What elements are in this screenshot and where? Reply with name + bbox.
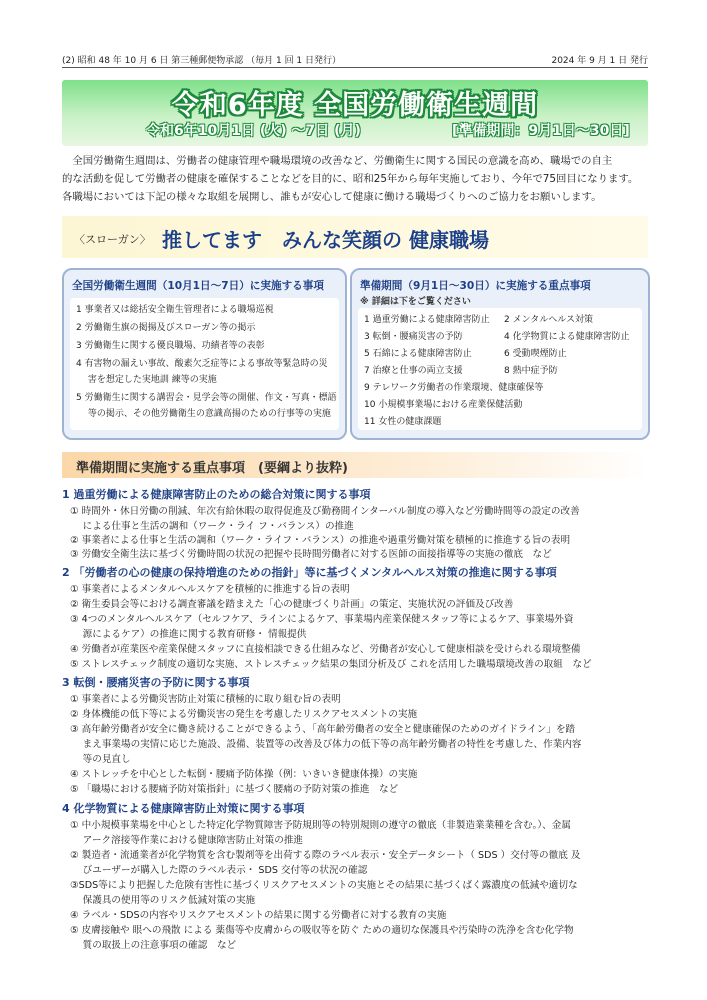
prep-priorities-box (350, 268, 650, 440)
section-item: 等の見直し (70, 754, 131, 765)
list-item: 2 労働衛生旗の掲揚及びスローガン等の掲示 (76, 323, 256, 333)
slogan-text: 推してます みんな笑顔の 健康職場 (162, 228, 489, 252)
section-item: ① 事業者による労働災害防止対策に積極的に取り組む旨の表明 (70, 694, 341, 705)
section-item: ② 衛生委員会等における調査審議を踏まえた「心の健康づくり計画」の策定、実施状況の評価及び改善 (70, 599, 514, 610)
list-item: 11 女性の健康課題 (364, 417, 442, 427)
slogan-label: 〈スローガン〉 (74, 233, 151, 246)
section-item: ③ 労働安全衛生法に基づく労働時間の状況の把握や長時間労働者に対する医師の面接指導等の実施の徹底 など (70, 549, 552, 560)
list-item: 8 熱中症予防 (504, 366, 558, 376)
intro-line: 的な活動を促して労働者の健康を確保することなどを目的に、昭和25年から毎年実施しており、今年で75回目になります。 (62, 173, 639, 185)
section-item: による仕事と生活の調和（ワーク・ライ フ・バランス）の推進 (70, 521, 354, 532)
list-item: 3 労働衛生に関する優良職場、功績者等の表彰 (76, 341, 265, 351)
list-item: 4 化学物質による健康障害防止 (504, 332, 630, 342)
list-item: 1 過重労働による健康障害防止 (364, 315, 490, 325)
section-item: ⑤ 「職場における腰痛予防対策指針」に基づく腰痛の予防対策の推進 など (70, 784, 399, 795)
section-item: ① 事業者によるメンタルヘルスケアを積極的に推進する旨の表明 (70, 584, 350, 595)
section-item: ① 中小規模事業場を中心とした特定化学物質障害予防規則等の特別規則の遵守の徹底（非製造業業種を含む。）、金属 (70, 820, 571, 831)
section-heading: 3 転倒・腰痛災害の予防に関する事項 (62, 676, 250, 689)
section-heading: 4 化学物質による健康障害防止対策に関する事項 (62, 802, 305, 815)
section-item: まえ事業場の実情に応じた施設、設備、装置等の改善及び体力の低下等の高年齢労働者の特性を考慮した、作業内容 (70, 739, 582, 750)
list-item: 10 小規模事業場における産業保健活動 (364, 400, 523, 410)
section-item: ② 製造者・流通業者が化学物質を含む製剤等を出荷する際のラベル表示・安全データシート（ SDS ）交付等の徹底 及 (70, 850, 581, 861)
intro-line: 全国労働衛生週間は、労働者の健康管理や職場環境の改善など、労働衛生に関する国民の意識を高め、職場での自主 (72, 155, 613, 167)
priorities-section-title: 準備期間に実施する重点事項 (要綱より抜粋) (76, 461, 348, 476)
section-item: 源によるケア）の推進に関する教育研修・ 情報提供 (70, 629, 307, 640)
section-item: 保護具の使用等のリスク低減対策の実施 (70, 895, 256, 906)
week-activities-title: 全国労働衛生週間（10月1日～7日）に実施する事項 (72, 280, 324, 292)
prep-priorities-title: 準備期間（9月1日～30日）に実施する重点事項 (360, 280, 591, 292)
intro-paragraph (62, 152, 648, 206)
list-item: 9 テレワーク労働者の作業環境、健康確保等 (364, 383, 544, 393)
page-header (62, 51, 648, 68)
list-item: 3 転倒・腰痛災害の予防 (364, 332, 463, 342)
section-item: ② 事業者による仕事と生活の調和（ワーク・ライフ・バランス）の推進や過重労働対策を積極的に推進する旨の表明 (70, 535, 571, 546)
title-banner (62, 80, 648, 146)
list-item: 5 石綿による健康障害防止 (364, 349, 472, 359)
section-item: アーク溶接等作業における健康障害防止対策の推進 (70, 835, 304, 846)
list-item: 7 治療と仕事の両立支援 (364, 366, 463, 376)
section-item: ④ ラベル・SDSの内容やリスクアセスメントの結果に関する労働者に対する教育の実施 (70, 910, 447, 921)
section-item: ① 時間外・休日労働の削減、年次有給休暇の取得促進及び勤務間インターバル制度の導入など労働時間等の設定の改善 (70, 506, 580, 517)
intro-line: 各職場においては下記の様々な取組を展開し、誰もが安心して健康に働ける職場づくりへのご協力をお願いします。 (62, 191, 602, 203)
issue-info: (2) 昭和 48 年 10 月 6 日 第三種郵便物承認 （毎月 1 回 1 日発行） (62, 56, 342, 66)
section-heading: 1 過重労働による健康障害防止のための総合対策に関する事項 (62, 488, 371, 501)
prep-priorities-note: ※ 詳細は下をご覧ください (360, 297, 471, 307)
banner-dates: 令和6年10月1日 (火) ～7日 (月) (146, 123, 361, 139)
slogan-bar (62, 216, 648, 258)
list-item: 6 受動喫煙防止 (504, 349, 567, 359)
list-item: 4 有害物の漏えい事故、酸素欠乏症等による事故等緊急時の災 (76, 359, 328, 369)
section-heading: 2 「労働者の心の健康の保持増進のための指針」等に基づくメンタルヘルス対策の推進に関する事項 (62, 566, 557, 579)
priorities-section-bar (62, 452, 648, 478)
section-item: ③ 高年齢労働者が安全に働き続けることができるよう、「高年齢労働者の安全と健康確保のためのガイドライン」を踏 (70, 724, 576, 735)
list-item: 等の掲示、その他労働衛生の意識高揚のための行事等の実施 (76, 409, 331, 419)
prep-priorities-list (358, 308, 642, 430)
issue-date: 2024 年 9 月 1 日 発行 (551, 56, 648, 66)
section-item: びユーザーが購入した際のラベル表示・ SDS 交付等の状況の確認 (70, 865, 368, 876)
section-item: 質の取扱上の注意事項の確認 など (70, 940, 237, 951)
section-item: ⑤ ストレスチェック制度の適切な実施、ストレスチェック結果の集団分析及び これを活用した職場環境改善の取組 など (70, 659, 592, 670)
week-activities-box (62, 268, 347, 440)
list-item: 5 労働衛生に関する講習会・見学会等の開催、作文・写真・標語 (76, 393, 337, 403)
section-item: ③ 4つのメンタルヘルスケア（セルフケア、ラインによるケア、事業場内産業保健スタッフ等によるケア、事業場外資 (70, 614, 574, 625)
section-item: ③SDS等により把握した危険有害性に基づくリスクアセスメントの実施とその結果に基づくばく露濃度の低減や適切な (70, 880, 578, 891)
section-item: ② 身体機能の低下等による労働災害の発生を考慮したリスクアセスメントの実施 (70, 709, 418, 720)
banner-title: 令和6年度 全国労働衛生週間 (171, 90, 539, 121)
list-item: 害を想定した実地訓 練等の実施 (76, 375, 217, 385)
section-item: ④ ストレッチを中心とした転倒・腰痛予防体操（例：いきいき健康体操）の実施 (70, 769, 418, 780)
list-item: 1 事業者又は総括安全衛生管理者による職場巡視 (76, 305, 274, 315)
list-item: 2 メンタルヘルス対策 (504, 315, 593, 325)
banner-prep-period: [準備期間：9月1日～30日] (452, 123, 630, 139)
section-item: ④ 労働者が産業医や産業保健スタッフに直接相談できる仕組みなど、労働者が安心して健康相談を受けられる環境整備 (70, 644, 581, 655)
week-activities-list (70, 298, 339, 430)
section-item: ⑤ 皮膚接触や 眼への飛散 による 薬傷等や皮膚からの吸収等を防ぐ ための適切な保護具や汚染時の洗浄を含む化学物 (70, 925, 574, 936)
